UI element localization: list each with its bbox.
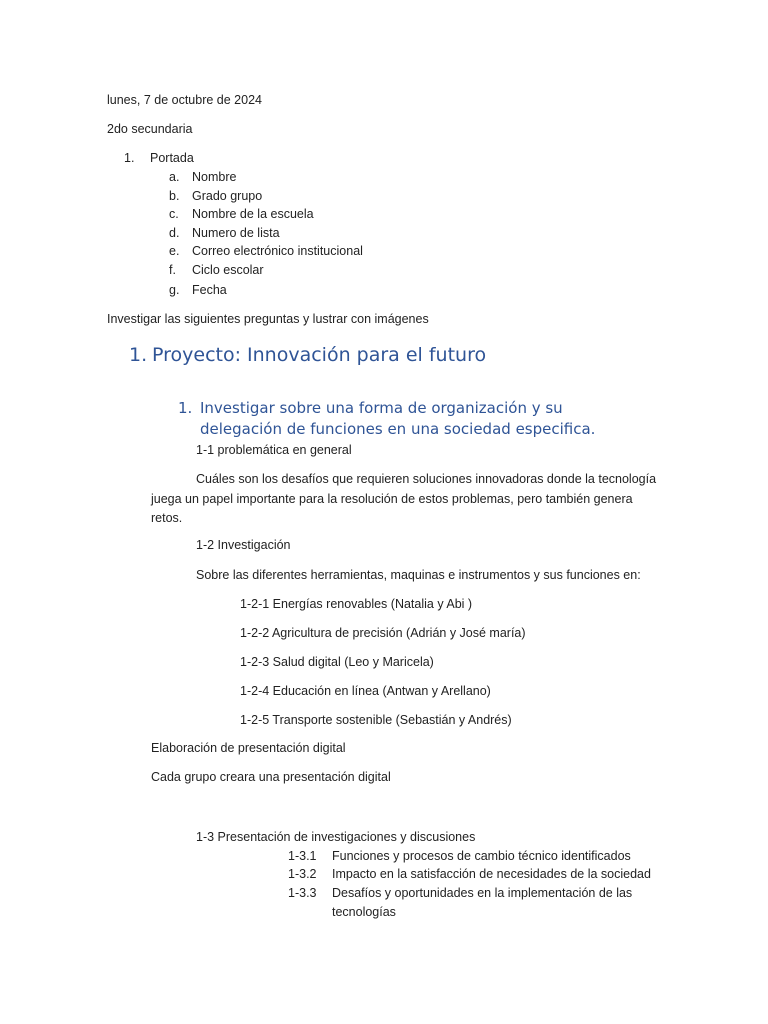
list-item: Grado grupo bbox=[192, 189, 263, 203]
list-item: Nombre bbox=[192, 170, 237, 184]
project-heading: Proyecto: Innovación para el futuro bbox=[152, 344, 487, 366]
list-item-letter: a. bbox=[169, 170, 180, 184]
list-item: Numero de lista bbox=[192, 226, 280, 240]
cover-title: Portada bbox=[150, 151, 194, 165]
section-1-1-heading: 1-1 problemática en general bbox=[196, 443, 352, 457]
list-item: 1-2-5 Transporte sostenible (Sebastián y Andrés) bbox=[240, 713, 512, 727]
list-item: Nombre de la escuela bbox=[192, 207, 314, 221]
list-item-letter: c. bbox=[169, 207, 179, 221]
presentation-line-1: Elaboración de presentación digital bbox=[151, 741, 346, 755]
list-item-letter: e. bbox=[169, 244, 180, 258]
subheading-number: 1. bbox=[178, 399, 193, 417]
list-item: Funciones y procesos de cambio técnico identificados bbox=[332, 849, 631, 863]
list-item-letter: f. bbox=[169, 263, 176, 277]
list-item: Impacto en la satisfacción de necesidades de la sociedad bbox=[332, 867, 651, 881]
list-item: 1-2-4 Educación en línea (Antwan y Arellano) bbox=[240, 684, 491, 698]
section-1-2-intro: Sobre las diferentes herramientas, maquinas e instrumentos y sus funciones en: bbox=[196, 568, 641, 582]
list-item: Ciclo escolar bbox=[192, 263, 264, 277]
list-item-letter: g. bbox=[169, 283, 180, 297]
list-item-continuation: tecnologías bbox=[332, 905, 396, 919]
section-1-3-heading: 1-3 Presentación de investigaciones y discusiones bbox=[196, 830, 476, 844]
list-item-letter: b. bbox=[169, 189, 180, 203]
section-1-1-paragraph: Cuáles son los desafíos que requieren soluciones innovadoras donde la tecnología juega un papel importante para la resolución de estos problemas, pero también genera retos. bbox=[151, 472, 657, 525]
subheading-line-2: delegación de funciones en una sociedad especifica. bbox=[200, 420, 596, 438]
grade-line: 2do secundaria bbox=[107, 122, 193, 136]
list-item: Desafíos y oportunidades en la implementación de las bbox=[332, 886, 633, 900]
list-item-number: 1-3.2 bbox=[288, 867, 317, 881]
cover-number: 1. bbox=[124, 151, 135, 165]
list-item: 1-2-3 Salud digital (Leo y Maricela) bbox=[240, 655, 434, 669]
date-line: lunes, 7 de octubre de 2024 bbox=[107, 93, 262, 107]
list-item-number: 1-3.1 bbox=[288, 849, 317, 863]
project-heading-number: 1. bbox=[129, 344, 148, 366]
section-1-2-heading: 1-2 Investigación bbox=[196, 538, 291, 552]
list-item: Correo electrónico institucional bbox=[192, 244, 363, 258]
instruction-line: Investigar las siguientes preguntas y lustrar con imágenes bbox=[107, 312, 429, 326]
subheading-line-1: Investigar sobre una forma de organización y su bbox=[200, 399, 563, 417]
list-item-number: 1-3.3 bbox=[288, 886, 317, 900]
presentation-line-2: Cada grupo creara una presentación digital bbox=[151, 770, 391, 784]
list-item: 1-2-1 Energías renovables (Natalia y Abi ) bbox=[240, 597, 473, 611]
list-item: Fecha bbox=[192, 283, 227, 297]
list-item-letter: d. bbox=[169, 226, 180, 240]
list-item: 1-2-2 Agricultura de precisión (Adrián y José maría) bbox=[240, 626, 526, 640]
